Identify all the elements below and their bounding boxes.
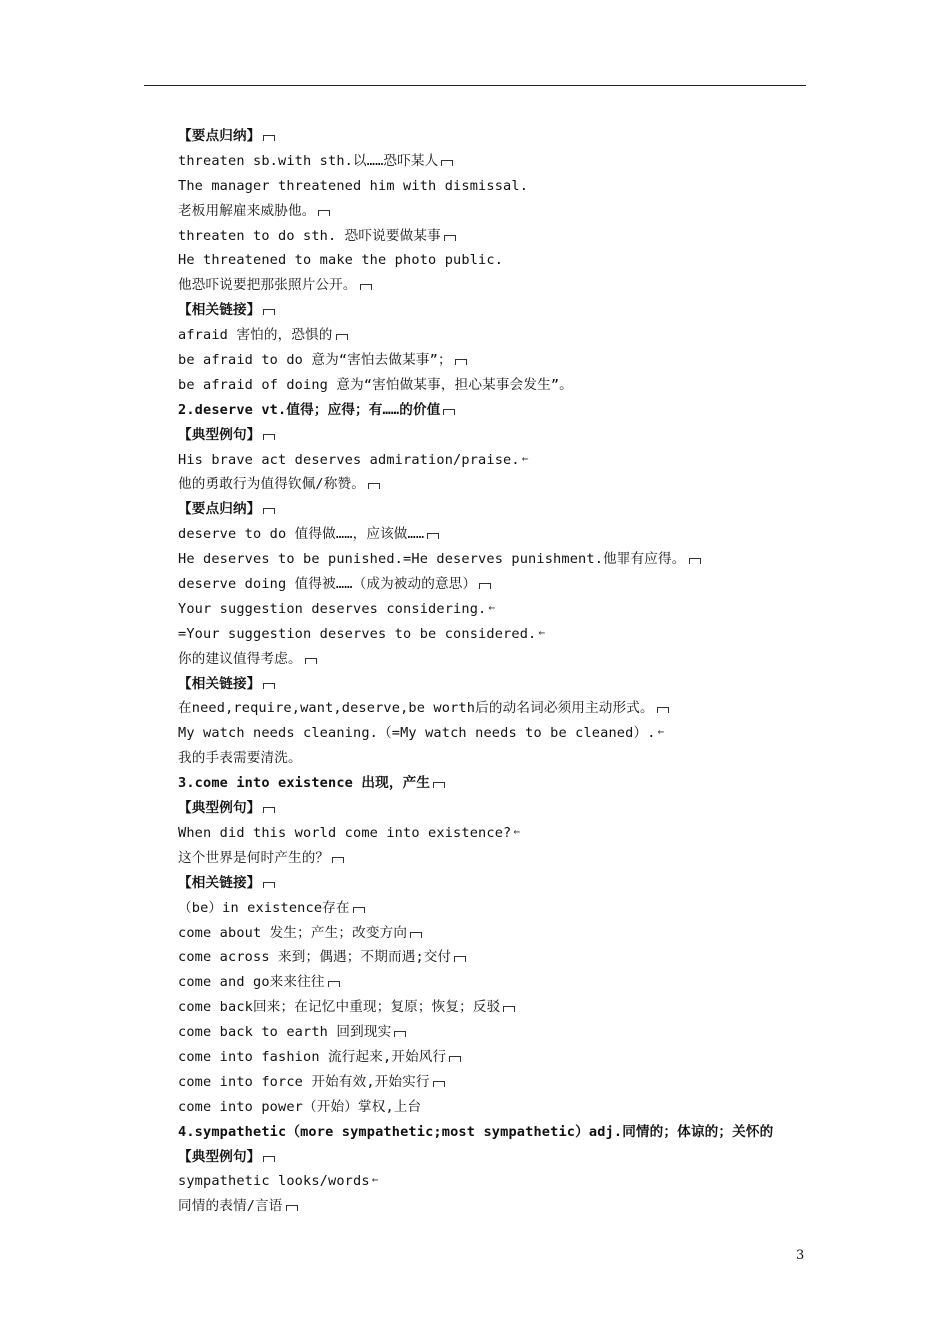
text-line [178,472,818,497]
text-line [178,597,818,622]
text-line [178,995,818,1020]
line-text: 【典型例句】 [178,800,261,817]
paragraph-mark-icon [453,954,467,962]
line-text: 同情的表情/言语 [178,1198,283,1215]
paragraph-mark-icon [262,432,276,440]
line-text: come across 来到；偶遇；不期而遇;交付 [178,949,452,966]
line-text: come back to earth 回到现实 [178,1024,392,1041]
paragraph-mark-icon [502,1004,516,1012]
line-text: sympathetic looks/words [178,1173,370,1190]
line-break-mark-icon [658,730,672,738]
paragraph-mark-icon [426,531,440,539]
line-text: deserve doing 值得被……（成为被动的意思） [178,576,477,593]
heading-line [178,871,818,896]
text-line [178,373,818,398]
text-line [178,348,818,373]
paragraph-mark-icon [262,1154,276,1162]
text-line [178,1169,818,1194]
text-line [178,821,818,846]
text-line [178,522,818,547]
line-text: 4.sympathetic（more sympathetic;most sympathetic）adj.同情的；体谅的；关怀的 [178,1123,774,1140]
text-line [178,149,818,174]
heading-line [178,1145,818,1170]
paragraph-mark-icon [443,233,457,241]
paragraph-mark-icon [656,705,670,713]
text-line [178,846,818,871]
paragraph-mark-icon [352,905,366,913]
paragraph-mark-icon [262,307,276,315]
paragraph-mark-icon [331,855,345,863]
paragraph-mark-icon [432,780,446,788]
line-text: threaten sb.with sth.以……恐吓某人 [178,152,439,169]
heading-line [178,1120,818,1145]
text-line [178,647,818,672]
line-text: Your suggestion deserves considering. [178,600,487,617]
line-text: He threatened to make the photo public. [178,252,504,269]
line-text: 这个世界是何时产生的？ [178,849,330,866]
line-text: come into force 开始有效,开始实行 [178,1073,430,1090]
paragraph-mark-icon [262,805,276,813]
text-line [178,970,818,995]
text-line [178,1095,818,1120]
text-line [178,174,818,199]
heading-line [178,298,818,323]
text-line [178,273,818,298]
line-text: 他的勇敢行为值得钦佩/称赞。 [178,476,366,493]
line-text: 他恐吓说要把那张照片公开。 [178,277,357,294]
text-line [178,1070,818,1095]
line-text: My watch needs cleaning.（=My watch needs to be cleaned）. [178,725,656,742]
line-text: come into fashion 流行起来,开始风行 [178,1048,447,1065]
document-body [178,124,818,1219]
line-text: His brave act deserves admiration/praise. [178,451,520,468]
line-text: threaten to do sth. 恐吓说要做某事 [178,227,441,244]
line-text: 【典型例句】 [178,1148,261,1165]
line-text: 老板用解雇来威胁他。 [178,202,316,219]
heading-line [178,771,818,796]
line-text: 【典型例句】 [178,426,261,443]
paragraph-mark-icon [304,656,318,664]
line-text: He deserves to be punished.=He deserves punishment.他罪有应得。 [178,551,686,568]
text-line [178,1045,818,1070]
text-line [178,248,818,273]
line-text: When did this world come into existence? [178,824,512,841]
text-line [178,696,818,721]
line-text: The manager threatened him with dismissal. [178,177,529,194]
page-number: 3 [796,1248,805,1263]
line-text: 【相关链接】 [178,874,261,891]
paragraph-mark-icon [327,979,341,987]
text-line [178,547,818,572]
text-line [178,896,818,921]
paragraph-mark-icon [317,208,331,216]
line-text: 【相关链接】 [178,302,261,319]
heading-line [178,796,818,821]
text-line [178,746,818,771]
line-break-mark-icon [538,631,552,639]
line-text: 我的手表需要清洗。 [178,750,302,767]
heading-line [178,398,818,423]
heading-line [178,497,818,522]
text-line [178,199,818,224]
line-break-mark-icon [488,606,502,614]
paragraph-mark-icon [262,880,276,888]
line-text: 【相关链接】 [178,675,261,692]
line-break-mark-icon [513,830,527,838]
line-text: come back回来；在记忆中重现；复原；恢复；反驳 [178,999,501,1016]
text-line [178,448,818,473]
paragraph-mark-icon [393,1029,407,1037]
line-break-mark-icon [372,1178,386,1186]
line-text: be afraid to do 意为“害怕去做某事”； [178,352,452,369]
paragraph-mark-icon [262,133,276,141]
text-line [178,224,818,249]
text-line [178,572,818,597]
paragraph-mark-icon [335,332,349,340]
paragraph-mark-icon [454,357,468,365]
line-text: 在need,require,want,deserve,be worth后的动名词必须用主动形式。 [178,700,654,717]
paragraph-mark-icon [359,282,373,290]
text-line [178,622,818,647]
paragraph-mark-icon [440,158,454,166]
paragraph-mark-icon [262,506,276,514]
line-text: 3.come into existence 出现，产生 [178,775,431,792]
line-text: 【要点归纳】 [178,501,261,518]
line-text: afraid 害怕的，恐惧的 [178,327,333,344]
text-line [178,721,818,746]
line-text: come about 发生；产生；改变方向 [178,924,408,941]
line-text: deserve to do 值得做……，应该做…… [178,526,425,543]
line-break-mark-icon [522,457,536,465]
paragraph-mark-icon [409,930,423,938]
line-text: come and go来来往往 [178,974,325,991]
heading-line [178,423,818,448]
line-text: 你的建议值得考虑。 [178,650,302,667]
paragraph-mark-icon [448,1054,462,1062]
paragraph-mark-icon [262,681,276,689]
paragraph-mark-icon [478,581,492,589]
heading-line [178,672,818,697]
text-line [178,323,818,348]
paragraph-mark-icon [432,1079,446,1087]
line-text: 【要点归纳】 [178,128,261,144]
text-line [178,921,818,946]
line-text: 2.deserve vt.值得；应得；有……的价值 [178,401,441,418]
paragraph-mark-icon [688,556,702,564]
text-line [178,1020,818,1045]
paragraph-mark-icon [442,407,456,415]
header-rule [144,85,806,86]
line-text: be afraid of doing 意为“害怕做某事，担心某事会发生”。 [178,376,573,393]
text-line [178,945,818,970]
paragraph-mark-icon [367,481,381,489]
line-text: =Your suggestion deserves to be considered. [178,625,537,642]
paragraph-mark-icon [285,1203,299,1211]
text-line [178,1194,818,1219]
heading-line [178,124,818,149]
line-text: come into power（开始）掌权,上台 [178,1098,422,1115]
line-text: （be）in existence存在 [178,899,350,916]
